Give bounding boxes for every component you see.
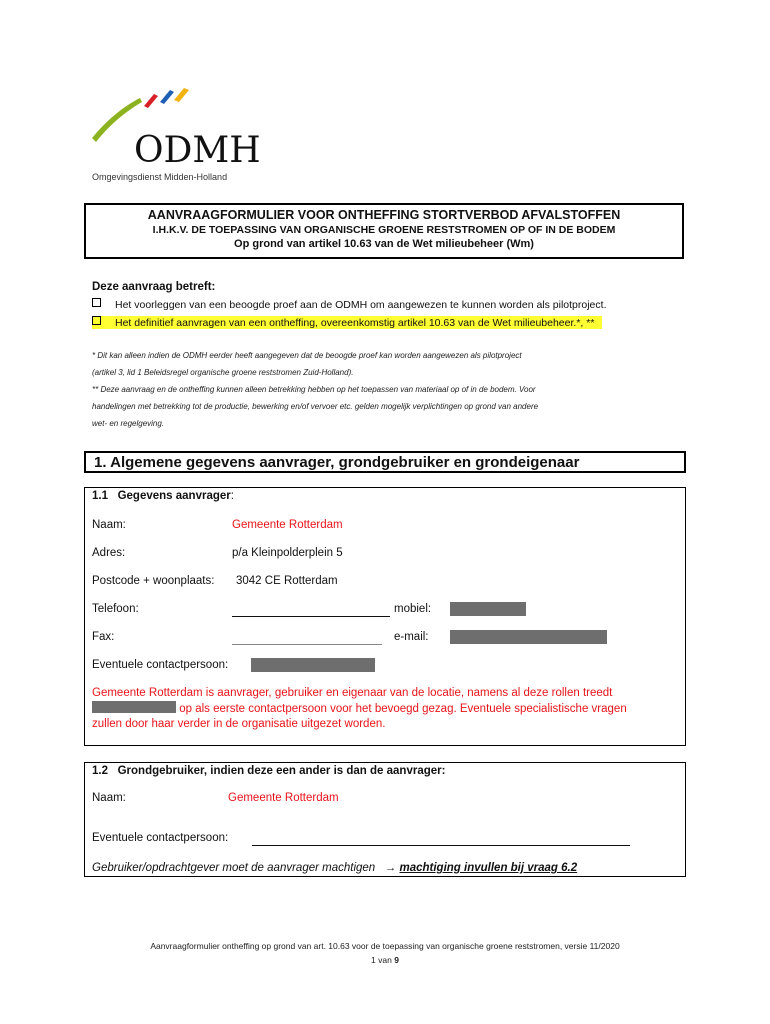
land-user-box: [84, 762, 686, 877]
address-label: Adres:: [92, 547, 126, 559]
option-pilot-label: Het voorleggen van een beoogde proef aan de ODMH om aangewezen te kunnen worden als pilotproject.: [115, 299, 607, 311]
postal-value[interactable]: 3042 CE Rotterdam: [236, 575, 338, 587]
fax-field[interactable]: [232, 632, 382, 645]
form-title-box: [84, 203, 684, 259]
phone-label: Telefoon:: [92, 603, 139, 615]
authorization-note: Gebruiker/opdrachtgever moet de aanvrager machtigen → machtiging invullen bij vraag 6.2: [92, 862, 578, 874]
user-name-value[interactable]: Gemeente Rotterdam: [228, 792, 339, 804]
legal-basis: Op grond van artikel 10.63 van de Wet milieubeheer (Wm): [234, 238, 534, 250]
option-definitive[interactable]: [92, 316, 602, 329]
logo-blue-stripe: [160, 90, 174, 104]
footnote-line: (artikel 3, lid 1 Beleidsregel organische groene reststromen Zuid-Holland).: [92, 368, 354, 377]
section-1-heading-box: [84, 451, 686, 473]
logo-red-stripe: [144, 94, 158, 108]
request-heading: Deze aanvraag betreft:: [92, 281, 216, 293]
checkbox-definitive[interactable]: [92, 316, 101, 325]
footnote-line: ** Deze aanvraag en de ontheffing kunnen alleen betrekking hebben op het toepassen van materiaal op of in de bodem. Voor: [92, 385, 536, 394]
footer-text: Aanvraagformulier ontheffing op grond van art. 10.63 voor de toepassing van organische groene reststromen, versie 11/2020: [150, 941, 620, 951]
user-name-label: Naam:: [92, 792, 126, 804]
logo-yellow-stripe: [174, 88, 189, 102]
footnote-line: * Dit kan alleen indien de ODMH eerder heeft aangegeven dat de beoogde proef kan worden aangewezen als pilotproject: [92, 351, 522, 360]
sub-1-2-heading: 1.2 Grondgebruiker, indien deze een ander is dan de aanvrager:: [92, 765, 446, 777]
authorization-link[interactable]: machtiging invullen bij vraag 6.2: [399, 862, 578, 874]
fax-label: Fax:: [92, 631, 115, 643]
email-label: e-mail:: [394, 631, 429, 643]
option-pilot[interactable]: [92, 298, 607, 311]
name-label: Naam:: [92, 519, 126, 531]
phone-field[interactable]: [232, 604, 390, 617]
odmh-logo: [88, 86, 288, 186]
email-redacted: [450, 630, 607, 644]
option-definitive-label: Het definitief aanvragen van een ontheffing, overeenkomstig artikel 10.63 van de Wet milieubeheer.*, **: [115, 317, 595, 329]
contact-label: Eventuele contactpersoon:: [92, 659, 229, 671]
section-1-heading: 1. Algemene gegevens aanvrager, grondgebruiker en grondeigenaar: [94, 454, 580, 471]
applicant-remark: Gemeente Rotterdam is aanvrager, gebruiker en eigenaar van de locatie, namens al deze rollen treedt op als eerste contactpersoon voor het bevoegd gezag. Eventuele specialistische vragen zullen door haar verder in de organisatie uitgezet worden.: [92, 687, 627, 730]
name-value[interactable]: Gemeente Rotterdam: [232, 519, 343, 531]
user-contact-label: Eventuele contactpersoon:: [92, 832, 229, 844]
footnote-line: wet- en regelgeving.: [92, 419, 165, 428]
mobile-label: mobiel:: [394, 603, 432, 615]
arrow-right-icon: →: [384, 862, 397, 874]
form-subtitle: I.H.K.V. DE TOEPASSING VAN ORGANISCHE GROENE RESTSTROMEN OP OF IN DE BODEM: [152, 224, 616, 236]
page-number: 1 van 9: [371, 955, 399, 965]
address-value[interactable]: p/a Kleinpolderplein 5: [232, 547, 343, 559]
mobile-redacted: [450, 602, 526, 616]
sub-1-1-heading: 1.1 Gegevens aanvrager:: [92, 490, 234, 502]
contact-redacted: [251, 658, 375, 672]
user-contact-field[interactable]: [252, 833, 630, 846]
logo-wordmark: ODMH: [134, 130, 261, 171]
postal-label: Postcode + woonplaats:: [92, 575, 215, 587]
footnote-line: handelingen met betrekking tot de productie, bewerking en/of vervoer etc. gelden mogelijk verplichtingen op grond van andere: [92, 402, 539, 411]
form-title: AANVRAAGFORMULIER VOOR ONTHEFFING STORTVERBOD AFVALSTOFFEN: [147, 208, 621, 222]
org-name: Omgevingsdienst Midden-Holland: [92, 172, 228, 182]
remark-redacted: [92, 701, 176, 713]
checkbox-pilot[interactable]: [92, 298, 101, 307]
